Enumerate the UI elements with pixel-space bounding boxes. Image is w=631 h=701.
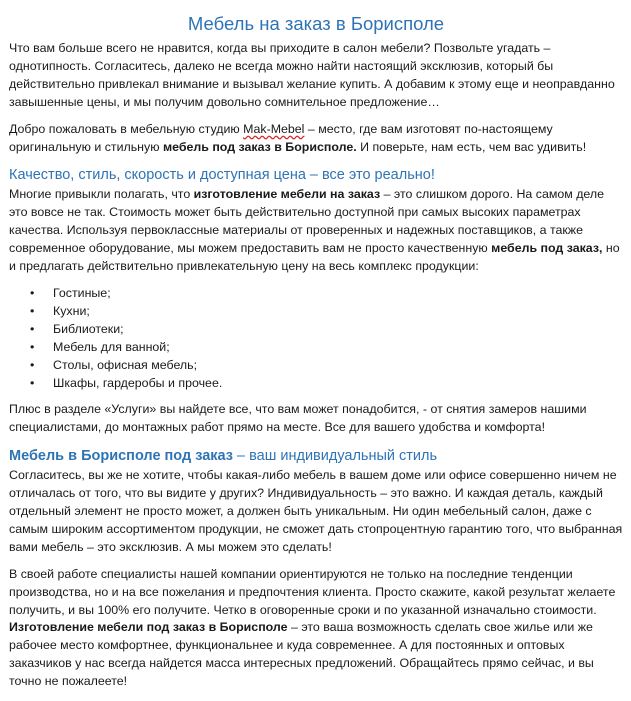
section1-text-before: Многие привыкли полагать, что	[9, 187, 194, 202]
product-list	[9, 285, 623, 392]
section2-text-before: В своей работе специалисты нашей компании ориентируются не только на последние тенденции производства, но и на все пожелания и предпочтения клиента. Просто скажите, какой результат желаете получить, и вы 100% его получите. Четко в оговоренные сроки и по указанной изначально стоимости.	[9, 566, 616, 617]
list-item	[9, 303, 623, 321]
section1-bold-1: изготовление мебели на заказ	[193, 187, 381, 202]
bullet-icon: •	[30, 321, 35, 336]
section1-heading: Качество, стиль, скорость и доступная цена – все это реально!	[9, 167, 435, 184]
section1-bold-2: мебель под заказ,	[491, 241, 603, 256]
brand-name: Mak-Mebel	[243, 121, 305, 136]
welcome-bold-phrase: мебель под заказ в Борисполе.	[162, 139, 357, 154]
list-item	[9, 285, 623, 303]
section2-heading-rest: – ваш индивидуальный стиль	[233, 448, 438, 465]
services-paragraph: Плюс в разделе «Услуги» вы найдете все, что вам может понадобится, - от снятия замеров нашими специалистами, до монтажных работ прямо на месте. Все для вашего удобства и комфорта!	[9, 402, 587, 435]
welcome-text-middle: – место, где вам изготовят по-настоящему оригинальную и стильную	[9, 121, 553, 154]
list-item	[9, 321, 623, 339]
document-page	[9, 12, 623, 700]
list-item	[9, 357, 623, 375]
section2-heading	[9, 446, 623, 466]
list-item-text: Библиотеки;	[53, 321, 124, 336]
section1-paragraph	[9, 186, 623, 276]
list-item-text: Шкафы, гардеробы и прочее.	[53, 375, 223, 390]
intro-paragraph: Что вам больше всего не нравится, когда вы приходите в салон мебели? Позвольте угадать – однотипность. Согласитесь, далеко не всегда можно найти настоящий эксклюзив, который бы действительно привлекал внимание и вызывал желание купить. А добавим к этому еще и неоправданно завышенные цены, и мы получим довольно сомнительное предложение…	[9, 41, 615, 109]
welcome-text-after: И поверьте, нам есть, чем вас удивить!	[356, 139, 587, 154]
bullet-icon: •	[30, 303, 35, 318]
list-item-text: Столы, офисная мебель;	[53, 357, 198, 372]
list-item-text: Кухни;	[53, 303, 90, 318]
section2-paragraph-1: Согласитесь, вы же не хотите, чтобы какая-либо мебель в вашем доме или офисе совершенно ничем не отличалась от того, что вы видите у других? Индивидуальность – это важно. И каждая деталь, каждый отдельный элемент не просто может, а должен быть уникальным. Ни один мебельный салон, даже с самым широким ассортиментом продукции, не сможет дать стопроцентную гарантию того, что выбранная вами мебель – это эксклюзив. А мы можем это сделать!	[9, 468, 623, 554]
welcome-paragraph	[9, 121, 623, 157]
bullet-icon: •	[30, 339, 35, 354]
bullet-icon: •	[30, 357, 35, 372]
section2-heading-bold: Мебель в Борисполе под заказ	[9, 448, 233, 465]
bullet-icon: •	[30, 285, 35, 300]
list-item-text: Мебель для ванной;	[53, 339, 170, 354]
bullet-icon: •	[30, 375, 35, 390]
section1-text-after: но и предлагать действительно привлекательную цену на весь комплекс продукции:	[9, 241, 620, 274]
section2-paragraph-2	[9, 566, 623, 691]
list-item	[9, 375, 623, 393]
list-item-text: Гостиные;	[53, 285, 111, 300]
page-title: Мебель на заказ в Борисполе	[187, 13, 445, 34]
list-item	[9, 339, 623, 357]
section1-text-middle: – это слишком дорого. На самом деле это вовсе не так. Стоимость может быть действительно доступной при самых высоких параметрах качества. Используя первоклассные материалы от проверенных и надежных поставщиков, а также современное оборудование, мы можем предоставить вам не просто качественную	[9, 187, 605, 256]
section2-bold-phrase: Изготовление мебели под заказ в Борисполе	[9, 620, 288, 635]
welcome-text-before: Добро пожаловать в мебельную студию	[9, 121, 244, 136]
section2-text-after: – это ваша возможность сделать свое жилье или же рабочее место комфортнее, функциональнее и куда современнее. А для постоянных и оптовых заказчиков у нас всегда найдется масса интересных предложений. Обращайтесь прямо сейчас, и вы точно не пожалеете!	[9, 620, 594, 689]
